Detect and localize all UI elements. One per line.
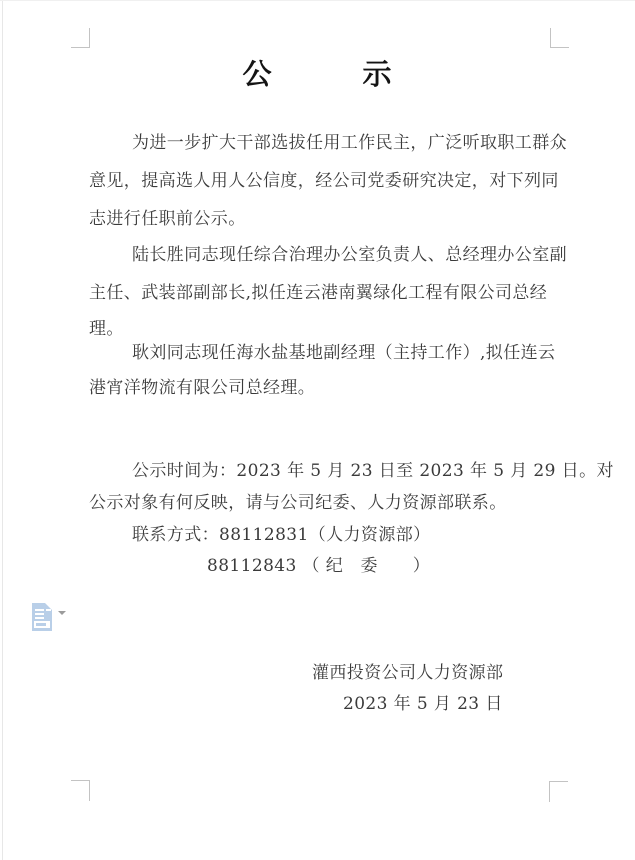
doc-text-line bbox=[35, 609, 44, 611]
person1-line-2: 主任、武装部副部长,拟任连云港南翼绿化工程有限公司总经 bbox=[89, 283, 548, 303]
page-fold-step bbox=[46, 609, 51, 611]
person1-line-1: 陆长胜同志现任综合治理办公室负责人、总经理办公室副 bbox=[132, 245, 567, 265]
contact-line-2: 88112843 （ 纪 委 ） bbox=[207, 556, 431, 576]
crop-mark-bottom-left bbox=[71, 780, 90, 801]
doc-text-line bbox=[35, 613, 44, 615]
crop-mark-bottom-right bbox=[549, 781, 568, 802]
person1-line-3: 理。 bbox=[89, 319, 124, 339]
person2-line-1: 耿刘同志现任海水盐基地副经理（主持工作）,拟任连云 bbox=[132, 343, 556, 363]
page-top-edge bbox=[0, 0, 635, 1]
paste-options-button[interactable] bbox=[29, 600, 71, 634]
doc-text-line bbox=[35, 617, 44, 619]
doc-highlight-band bbox=[34, 621, 50, 628]
signature-org: 灌西投资公司人力资源部 bbox=[312, 663, 504, 683]
contact-line-1: 联系方式：88112831（人力资源部） bbox=[132, 525, 431, 545]
person2-line-2: 港宵洋物流有限公司总经理。 bbox=[89, 378, 316, 398]
doc-highlight-inner bbox=[36, 623, 46, 626]
intro-line-1: 为进一步扩大干部选拔任用工作民主，广泛听取职工群众 bbox=[132, 133, 567, 153]
crop-mark-top-left bbox=[71, 28, 90, 48]
signature-date: 2023 年 5 月 23 日 bbox=[343, 694, 503, 714]
paste-options-icon[interactable] bbox=[32, 603, 52, 631]
chevron-down-icon[interactable] bbox=[58, 611, 66, 615]
period-line-2: 公示对象有何反映，请与公司纪委、人力资源部联系。 bbox=[89, 493, 507, 513]
period-line-1: 公示时间为：2023 年 5 月 23 日至 2023 年 5 月 29 日。对 bbox=[132, 461, 614, 481]
page-title: 公 示 bbox=[242, 57, 393, 91]
crop-mark-top-right bbox=[550, 28, 569, 48]
intro-line-2: 意见，提高选人用人公信度，经公司党委研究决定，对下列同 bbox=[89, 171, 559, 191]
page-left-edge bbox=[2, 0, 3, 860]
intro-line-3: 志进行任职前公示。 bbox=[89, 209, 246, 229]
